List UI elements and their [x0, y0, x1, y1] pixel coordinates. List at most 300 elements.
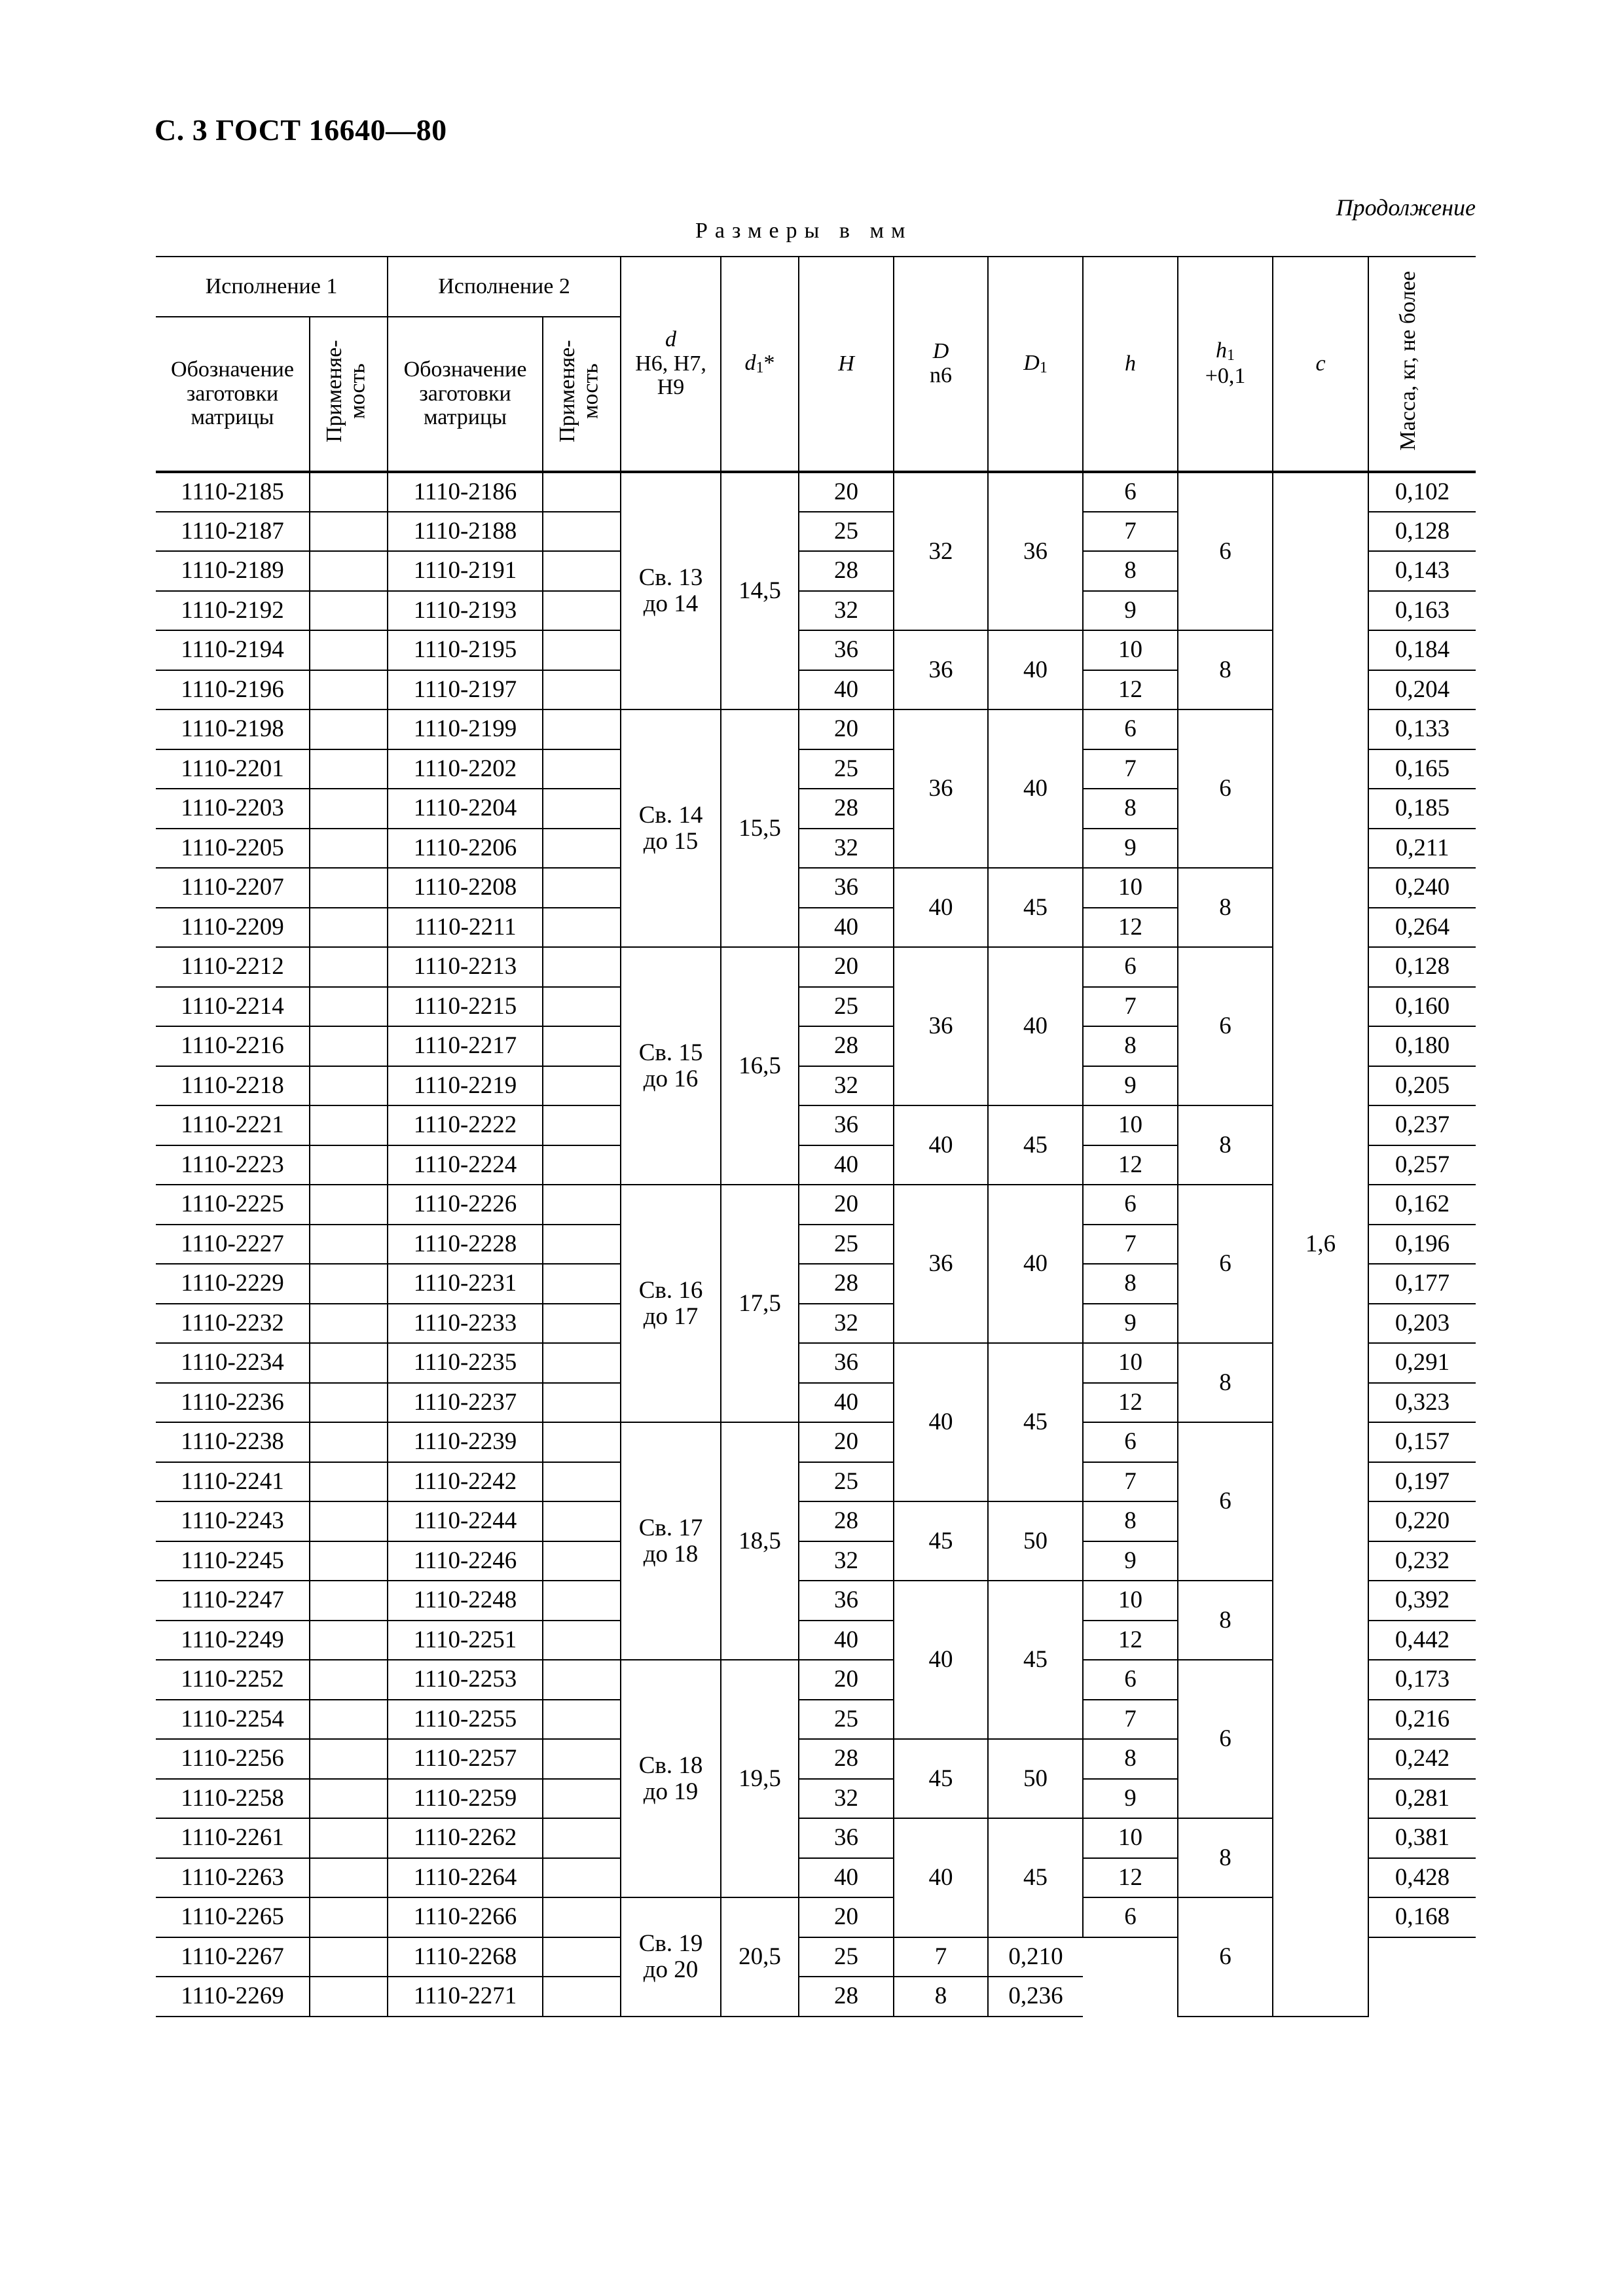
cell-oboznachenie-2: 1110-2231: [388, 1264, 543, 1304]
cell-mass: 0,428: [1368, 1858, 1476, 1898]
header-primenyaemost-1: Применяе-мость: [310, 317, 388, 472]
cell-oboznachenie-2: 1110-2262: [388, 1818, 543, 1858]
cell-h1: 8: [1178, 1343, 1273, 1422]
cell-oboznachenie-2: 1110-2195: [388, 630, 543, 670]
cell-mass: 0,442: [1368, 1621, 1476, 1660]
cell-mass: 0,210: [988, 1937, 1083, 1977]
cell-primenyaemost-1: [310, 1383, 388, 1423]
cell-primenyaemost-2: [543, 551, 621, 591]
cell-h1: 8: [1178, 1581, 1273, 1660]
cell-H: 40: [799, 670, 894, 710]
cell-primenyaemost-1: [310, 1700, 388, 1740]
cell-h: 9: [1083, 829, 1178, 869]
cell-mass: 0,165: [1368, 749, 1476, 789]
cell-primenyaemost-1: [310, 1977, 388, 2017]
cell-oboznachenie-1: 1110-2212: [156, 947, 310, 987]
cell-H: 32: [799, 829, 894, 869]
cell-d: Св. 17 до 18: [621, 1422, 721, 1660]
cell-primenyaemost-1: [310, 1541, 388, 1581]
cell-oboznachenie-1: 1110-2205: [156, 829, 310, 869]
cell-D: 32: [894, 472, 988, 630]
cell-d1: 20,5: [721, 1897, 799, 2017]
cell-primenyaemost-2: [543, 472, 621, 512]
cell-oboznachenie-1: 1110-2194: [156, 630, 310, 670]
table-body: [156, 472, 1476, 2017]
cell-primenyaemost-1: [310, 1739, 388, 1779]
cell-h1: 8: [1178, 868, 1273, 947]
cell-h: 8: [1083, 1026, 1178, 1066]
cell-primenyaemost-2: [543, 630, 621, 670]
cell-D: 40: [894, 1818, 988, 1937]
cell-oboznachenie-1: 1110-2185: [156, 472, 310, 512]
cell-mass: 0,237: [1368, 1105, 1476, 1145]
cell-h1: 6: [1178, 1185, 1273, 1343]
cell-primenyaemost-1: [310, 1422, 388, 1462]
cell-h: 12: [1083, 670, 1178, 710]
cell-oboznachenie-1: 1110-2218: [156, 1066, 310, 1106]
cell-oboznachenie-1: 1110-2216: [156, 1026, 310, 1066]
cell-h: 10: [1083, 630, 1178, 670]
cell-h: 6: [1083, 709, 1178, 749]
cell-mass: 0,240: [1368, 868, 1476, 908]
cell-primenyaemost-2: [543, 1185, 621, 1225]
cell-primenyaemost-2: [543, 1858, 621, 1898]
cell-mass: 0,281: [1368, 1779, 1476, 1819]
cell-D1: 45: [988, 868, 1083, 947]
cell-oboznachenie-2: 1110-2246: [388, 1541, 543, 1581]
cell-h1: 6: [1178, 1660, 1273, 1818]
header-primenyaemost-2: Применяе-мость: [543, 317, 621, 472]
cell-primenyaemost-1: [310, 1937, 388, 1977]
cell-primenyaemost-1: [310, 670, 388, 710]
cell-primenyaemost-1: [310, 1343, 388, 1383]
cell-mass: 0,264: [1368, 908, 1476, 948]
cell-mass: 0,177: [1368, 1264, 1476, 1304]
cell-d1: 16,5: [721, 947, 799, 1185]
cell-oboznachenie-2: 1110-2248: [388, 1581, 543, 1621]
cell-oboznachenie-2: 1110-2215: [388, 987, 543, 1027]
cell-primenyaemost-2: [543, 1105, 621, 1145]
cell-primenyaemost-2: [543, 1897, 621, 1937]
cell-oboznachenie-2: 1110-2197: [388, 670, 543, 710]
cell-mass: 0,232: [1368, 1541, 1476, 1581]
cell-oboznachenie-2: 1110-2222: [388, 1105, 543, 1145]
cell-H: 40: [799, 908, 894, 948]
cell-oboznachenie-2: 1110-2259: [388, 1779, 543, 1819]
cell-primenyaemost-1: [310, 512, 388, 552]
cell-oboznachenie-1: 1110-2207: [156, 868, 310, 908]
cell-H: 40: [799, 1858, 894, 1898]
cell-h: 10: [1083, 1581, 1178, 1621]
cell-d: Св. 18 до 19: [621, 1660, 721, 1897]
cell-oboznachenie-1: 1110-2252: [156, 1660, 310, 1700]
cell-oboznachenie-2: 1110-2268: [388, 1937, 543, 1977]
cell-primenyaemost-2: [543, 789, 621, 829]
cell-h1: 6: [1178, 709, 1273, 868]
cell-D: 36: [894, 947, 988, 1105]
cell-d: Св. 16 до 17: [621, 1185, 721, 1422]
cell-D: 40: [894, 1581, 988, 1739]
cell-H: 28: [799, 1977, 894, 2017]
cell-H: 36: [799, 868, 894, 908]
cell-h: 6: [1083, 1660, 1178, 1700]
cell-oboznachenie-1: 1110-2192: [156, 591, 310, 631]
cell-d1: 19,5: [721, 1660, 799, 1897]
cell-oboznachenie-1: 1110-2203: [156, 789, 310, 829]
cell-H: 25: [799, 1462, 894, 1502]
cell-d1: 17,5: [721, 1185, 799, 1422]
cell-oboznachenie-2: 1110-2191: [388, 551, 543, 591]
cell-primenyaemost-2: [543, 670, 621, 710]
cell-D: 45: [894, 1739, 988, 1818]
cell-mass: 0,160: [1368, 987, 1476, 1027]
cell-primenyaemost-2: [543, 1225, 621, 1265]
header-H: H: [799, 257, 894, 472]
cell-primenyaemost-1: [310, 1026, 388, 1066]
cell-mass: 0,392: [1368, 1581, 1476, 1621]
cell-primenyaemost-1: [310, 630, 388, 670]
cell-oboznachenie-1: 1110-2236: [156, 1383, 310, 1423]
cell-h: 7: [1083, 1700, 1178, 1740]
cell-oboznachenie-2: 1110-2186: [388, 472, 543, 512]
cell-mass: 0,173: [1368, 1660, 1476, 1700]
cell-primenyaemost-1: [310, 472, 388, 512]
cell-H: 40: [799, 1621, 894, 1660]
cell-oboznachenie-1: 1110-2223: [156, 1145, 310, 1185]
cell-oboznachenie-2: 1110-2224: [388, 1145, 543, 1185]
cell-D1: 45: [988, 1343, 1083, 1501]
cell-h: 6: [1083, 1422, 1178, 1462]
dimensions-table: [156, 256, 1476, 2017]
cell-oboznachenie-1: 1110-2229: [156, 1264, 310, 1304]
cell-primenyaemost-2: [543, 709, 621, 749]
cell-h: 10: [1083, 1818, 1178, 1858]
cell-oboznachenie-1: 1110-2214: [156, 987, 310, 1027]
cell-D: 40: [894, 1343, 988, 1501]
cell-H: 20: [799, 709, 894, 749]
cell-oboznachenie-2: 1110-2199: [388, 709, 543, 749]
cell-primenyaemost-2: [543, 1304, 621, 1344]
cell-primenyaemost-2: [543, 947, 621, 987]
cell-d: Св. 13 до 14: [621, 472, 721, 709]
cell-D: 45: [894, 1501, 988, 1581]
cell-h: 10: [1083, 868, 1178, 908]
cell-oboznachenie-1: 1110-2234: [156, 1343, 310, 1383]
cell-oboznachenie-1: 1110-2249: [156, 1621, 310, 1660]
cell-primenyaemost-2: [543, 908, 621, 948]
header-oboznachenie-2: Обозначение заготовки матрицы: [388, 317, 543, 472]
cell-D: 40: [894, 868, 988, 947]
cell-h: 6: [1083, 1185, 1178, 1225]
header-D1: D1: [988, 257, 1083, 472]
header-mass: Масса, кг, не более: [1368, 257, 1476, 472]
cell-primenyaemost-1: [310, 1066, 388, 1106]
cell-D1: 45: [988, 1818, 1083, 1937]
cell-oboznachenie-2: 1110-2271: [388, 1977, 543, 2017]
cell-primenyaemost-1: [310, 1858, 388, 1898]
cell-primenyaemost-2: [543, 868, 621, 908]
cell-oboznachenie-1: 1110-2254: [156, 1700, 310, 1740]
cell-H: 36: [799, 1818, 894, 1858]
cell-mass: 0,257: [1368, 1145, 1476, 1185]
cell-oboznachenie-1: 1110-2198: [156, 709, 310, 749]
cell-oboznachenie-1: 1110-2196: [156, 670, 310, 710]
cell-c: 1,6: [1273, 472, 1368, 2017]
cell-H: 20: [799, 1185, 894, 1225]
cell-oboznachenie-1: 1110-2187: [156, 512, 310, 552]
cell-H: 40: [799, 1383, 894, 1423]
header-ispolnenie-2: Исполнение 2: [388, 257, 621, 317]
cell-H: 28: [799, 1026, 894, 1066]
cell-mass: 0,196: [1368, 1225, 1476, 1265]
cell-primenyaemost-2: [543, 1422, 621, 1462]
cell-primenyaemost-2: [543, 1937, 621, 1977]
header-ispolnenie-1: Исполнение 1: [156, 257, 388, 317]
cell-oboznachenie-1: 1110-2238: [156, 1422, 310, 1462]
header-D: D n6: [894, 257, 988, 472]
cell-oboznachenie-1: 1110-2225: [156, 1185, 310, 1225]
cell-H: 28: [799, 789, 894, 829]
cell-mass: 0,184: [1368, 630, 1476, 670]
cell-primenyaemost-1: [310, 1779, 388, 1819]
cell-primenyaemost-1: [310, 987, 388, 1027]
cell-primenyaemost-2: [543, 1660, 621, 1700]
cell-oboznachenie-2: 1110-2213: [388, 947, 543, 987]
cell-h: 10: [1083, 1343, 1178, 1383]
cell-oboznachenie-2: 1110-2237: [388, 1383, 543, 1423]
cell-h: 7: [1083, 512, 1178, 552]
cell-oboznachenie-1: 1110-2243: [156, 1501, 310, 1541]
cell-primenyaemost-2: [543, 1621, 621, 1660]
cell-oboznachenie-2: 1110-2242: [388, 1462, 543, 1502]
cell-oboznachenie-1: 1110-2263: [156, 1858, 310, 1898]
cell-mass: 0,381: [1368, 1818, 1476, 1858]
cell-H: 25: [799, 987, 894, 1027]
cell-primenyaemost-2: [543, 1818, 621, 1858]
cell-d1: 18,5: [721, 1422, 799, 1660]
cell-D1: 40: [988, 1185, 1083, 1343]
cell-h: 8: [894, 1977, 988, 2017]
cell-primenyaemost-1: [310, 829, 388, 869]
cell-h1: 8: [1178, 1105, 1273, 1185]
cell-primenyaemost-2: [543, 987, 621, 1027]
cell-H: 36: [799, 1105, 894, 1145]
table-row: [156, 472, 1476, 512]
cell-D1: 40: [988, 709, 1083, 868]
cell-primenyaemost-1: [310, 1501, 388, 1541]
cell-H: 32: [799, 1541, 894, 1581]
cell-D1: 50: [988, 1739, 1083, 1818]
cell-primenyaemost-1: [310, 1897, 388, 1937]
cell-oboznachenie-1: 1110-2258: [156, 1779, 310, 1819]
cell-mass: 0,128: [1368, 512, 1476, 552]
cell-primenyaemost-2: [543, 1541, 621, 1581]
cell-h: 7: [1083, 1462, 1178, 1502]
cell-mass: 0,211: [1368, 829, 1476, 869]
cell-primenyaemost-1: [310, 1264, 388, 1304]
cell-D1: 40: [988, 947, 1083, 1105]
cell-h1: 6: [1178, 1897, 1273, 2017]
cell-D: 36: [894, 1185, 988, 1343]
cell-mass: 0,133: [1368, 709, 1476, 749]
cell-primenyaemost-1: [310, 1818, 388, 1858]
cell-H: 36: [799, 1581, 894, 1621]
cell-H: 32: [799, 591, 894, 631]
cell-oboznachenie-2: 1110-2204: [388, 789, 543, 829]
cell-primenyaemost-2: [543, 1383, 621, 1423]
cell-d1: 15,5: [721, 709, 799, 947]
cell-primenyaemost-2: [543, 512, 621, 552]
cell-H: 28: [799, 1264, 894, 1304]
cell-oboznachenie-1: 1110-2241: [156, 1462, 310, 1502]
cell-primenyaemost-2: [543, 1977, 621, 2017]
cell-oboznachenie-2: 1110-2233: [388, 1304, 543, 1344]
cell-H: 32: [799, 1066, 894, 1106]
cell-primenyaemost-2: [543, 1145, 621, 1185]
cell-H: 20: [799, 1660, 894, 1700]
cell-H: 25: [799, 749, 894, 789]
cell-oboznachenie-2: 1110-2253: [388, 1660, 543, 1700]
cell-primenyaemost-1: [310, 1105, 388, 1145]
units-label: Размеры в мм: [695, 219, 913, 243]
cell-primenyaemost-2: [543, 1739, 621, 1779]
cell-mass: 0,204: [1368, 670, 1476, 710]
cell-H: 36: [799, 1343, 894, 1383]
cell-mass: 0,242: [1368, 1739, 1476, 1779]
cell-primenyaemost-2: [543, 829, 621, 869]
cell-H: 36: [799, 630, 894, 670]
cell-mass: 0,162: [1368, 1185, 1476, 1225]
cell-oboznachenie-1: 1110-2201: [156, 749, 310, 789]
cell-h: 9: [1083, 1304, 1178, 1344]
cell-D: 40: [894, 1105, 988, 1185]
cell-H: 28: [799, 1739, 894, 1779]
cell-primenyaemost-1: [310, 1145, 388, 1185]
cell-oboznachenie-1: 1110-2189: [156, 551, 310, 591]
cell-D1: 36: [988, 472, 1083, 630]
cell-H: 20: [799, 1897, 894, 1937]
cell-oboznachenie-2: 1110-2251: [388, 1621, 543, 1660]
cell-oboznachenie-2: 1110-2255: [388, 1700, 543, 1740]
cell-primenyaemost-2: [543, 1343, 621, 1383]
cell-mass: 0,323: [1368, 1383, 1476, 1423]
cell-h: 12: [1083, 1145, 1178, 1185]
cell-H: 25: [799, 1225, 894, 1265]
cell-oboznachenie-2: 1110-2202: [388, 749, 543, 789]
cell-primenyaemost-1: [310, 1185, 388, 1225]
cell-primenyaemost-1: [310, 709, 388, 749]
cell-oboznachenie-1: 1110-2265: [156, 1897, 310, 1937]
cell-H: 20: [799, 947, 894, 987]
cell-mass: 0,216: [1368, 1700, 1476, 1740]
cell-h: 9: [1083, 1066, 1178, 1106]
header-h: h: [1083, 257, 1178, 472]
cell-D1: 40: [988, 630, 1083, 709]
cell-oboznachenie-2: 1110-2211: [388, 908, 543, 948]
cell-D1: 50: [988, 1501, 1083, 1581]
cell-oboznachenie-2: 1110-2235: [388, 1343, 543, 1383]
cell-h: 6: [1083, 947, 1178, 987]
cell-mass: 0,163: [1368, 591, 1476, 631]
cell-oboznachenie-1: 1110-2209: [156, 908, 310, 948]
cell-H: 20: [799, 1422, 894, 1462]
cell-h: 12: [1083, 908, 1178, 948]
cell-primenyaemost-1: [310, 1225, 388, 1265]
cell-primenyaemost-1: [310, 1621, 388, 1660]
cell-primenyaemost-2: [543, 1026, 621, 1066]
cell-h1: 6: [1178, 947, 1273, 1105]
cell-h: 6: [1083, 1897, 1178, 1937]
cell-primenyaemost-2: [543, 591, 621, 631]
cell-D: 36: [894, 709, 988, 868]
cell-oboznachenie-2: 1110-2266: [388, 1897, 543, 1937]
cell-H: 25: [799, 1700, 894, 1740]
cell-oboznachenie-2: 1110-2208: [388, 868, 543, 908]
cell-mass: 0,128: [1368, 947, 1476, 987]
cell-mass: 0,203: [1368, 1304, 1476, 1344]
cell-h: 7: [1083, 1225, 1178, 1265]
cell-primenyaemost-1: [310, 947, 388, 987]
cell-oboznachenie-2: 1110-2226: [388, 1185, 543, 1225]
cell-oboznachenie-2: 1110-2193: [388, 591, 543, 631]
cell-h: 8: [1083, 1501, 1178, 1541]
cell-d: Св. 15 до 16: [621, 947, 721, 1185]
cell-oboznachenie-1: 1110-2221: [156, 1105, 310, 1145]
cell-primenyaemost-1: [310, 1304, 388, 1344]
cell-h1: 8: [1178, 1818, 1273, 1897]
cell-mass: 0,291: [1368, 1343, 1476, 1383]
cell-primenyaemost-2: [543, 1462, 621, 1502]
cell-h: 10: [1083, 1105, 1178, 1145]
cell-D: 36: [894, 630, 988, 709]
header-c: c: [1273, 257, 1368, 472]
cell-primenyaemost-1: [310, 551, 388, 591]
cell-oboznachenie-1: 1110-2256: [156, 1739, 310, 1779]
cell-oboznachenie-1: 1110-2232: [156, 1304, 310, 1344]
header-oboznachenie-1: Обозначение заготовки матрицы: [156, 317, 310, 472]
cell-h1: 6: [1178, 1422, 1273, 1581]
header-d: d Н6, Н7, Н9: [621, 257, 721, 472]
cell-D1: 45: [988, 1105, 1083, 1185]
cell-H: 32: [799, 1304, 894, 1344]
cell-d1: 14,5: [721, 472, 799, 709]
cell-oboznachenie-1: 1110-2247: [156, 1581, 310, 1621]
cell-primenyaemost-1: [310, 1581, 388, 1621]
cell-h: 12: [1083, 1383, 1178, 1423]
cell-primenyaemost-1: [310, 908, 388, 948]
cell-mass: 0,205: [1368, 1066, 1476, 1106]
cell-H: 28: [799, 551, 894, 591]
cell-mass: 0,157: [1368, 1422, 1476, 1462]
cell-oboznachenie-2: 1110-2239: [388, 1422, 543, 1462]
cell-oboznachenie-2: 1110-2188: [388, 512, 543, 552]
cell-primenyaemost-1: [310, 1462, 388, 1502]
cell-primenyaemost-2: [543, 1066, 621, 1106]
cell-primenyaemost-2: [543, 749, 621, 789]
cell-h: 9: [1083, 591, 1178, 631]
cell-H: 32: [799, 1779, 894, 1819]
cell-mass: 0,143: [1368, 551, 1476, 591]
header-h1: h1 +0,1: [1178, 257, 1273, 472]
cell-h: 9: [1083, 1541, 1178, 1581]
cell-H: 25: [799, 1937, 894, 1977]
continuation-label: Продолжение: [1336, 194, 1476, 221]
cell-mass: 0,197: [1368, 1462, 1476, 1502]
cell-mass: 0,236: [988, 1977, 1083, 2017]
cell-h: 7: [1083, 987, 1178, 1027]
cell-primenyaemost-2: [543, 1501, 621, 1541]
cell-oboznachenie-2: 1110-2219: [388, 1066, 543, 1106]
